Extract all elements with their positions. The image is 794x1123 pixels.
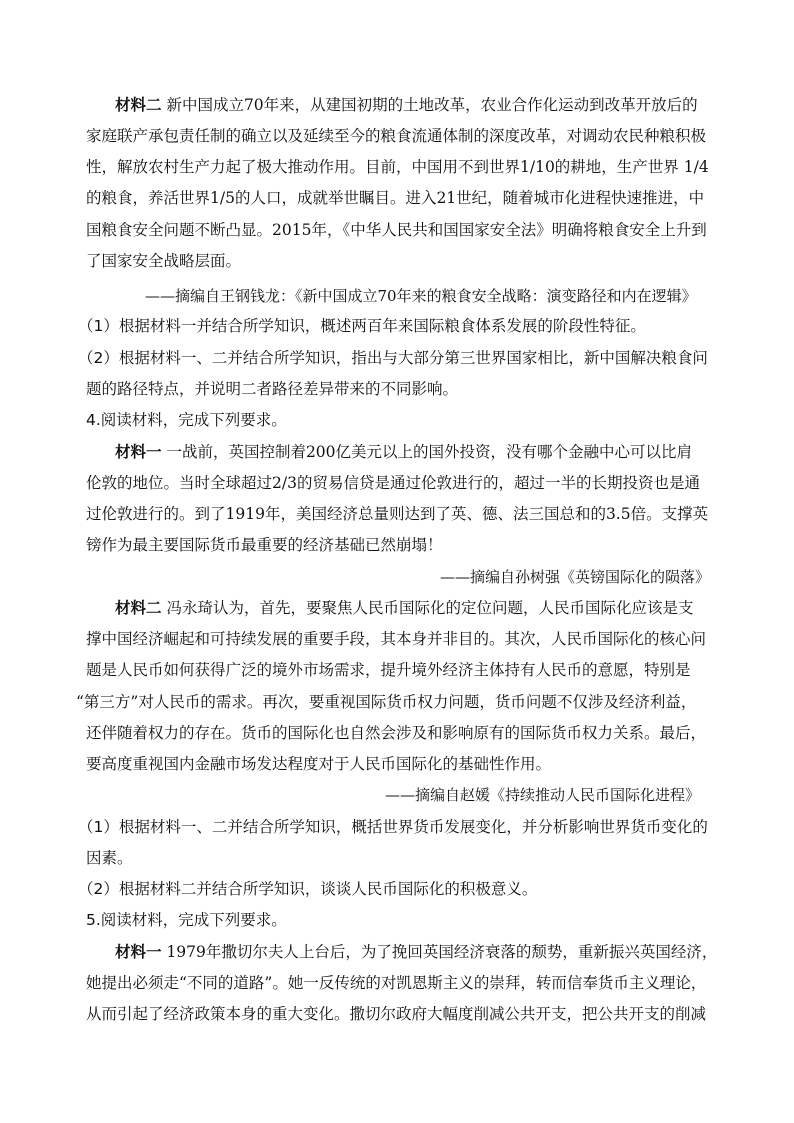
text-line: 过伦敦进行的。到了1919年，美国经济总量则达到了英、德、法三国总和的3.5倍。支撑英	[86, 505, 709, 523]
text-line: 材料一 1979年撒切尔夫人上台后，为了挽回英国经济衰落的颓势，重新振兴英国经济，	[115, 942, 718, 961]
question-item: （2）根据材料二并结合所学知识，谈谈人民币国际化的积极意义。	[78, 880, 538, 898]
text-line: 伦敦的地位。当时全球超过2/3的贸易信贷是通过伦敦进行的，超过一半的长期投资也是通	[86, 474, 700, 492]
text-line: 题是人民币如何获得广泛的境外市场需求，提升境外经济主体持有人民币的意愿，特别是	[86, 661, 691, 679]
question-item: （1）根据材料一、二并结合所学知识，概括世界货币发展变化，并分析影响世界货币变化的	[78, 818, 708, 836]
source-citation: ——摘编自孙树强《英镑国际化的陨落》	[440, 568, 711, 586]
text-line: 国粮食安全问题不断凸显。2015年，《中华人民共和国国家安全法》明确将粮食安全上升到	[86, 221, 707, 239]
text-line: 了国家安全战略层面。	[86, 252, 242, 270]
source-citation: ——摘编自王钢钱龙：《新中国成立70年来的粮食安全战略：演变路径和内在逻辑》	[145, 287, 697, 305]
section-heading: 5.阅读材料，完成下列要求。	[86, 911, 287, 929]
text-line: 家庭联产承包责任制的确立以及延续至今的粮食流通体制的深度改革，对调动农民种粮积极	[86, 127, 707, 145]
question-item: （1）根据材料一并结合所学知识，概述两百年来国际粮食体系发展的阶段性特征。	[78, 317, 646, 335]
text-line: “第三方”对人民币的需求。再次，要重视国际货币权力问题，货币问题不仅涉及经济利益，	[76, 693, 697, 711]
text-line: 材料二 冯永琦认为，首先，要聚焦人民币国际化的定位问题，人民币国际化应该是支	[115, 598, 694, 617]
text-line: 从而引起了经济政策本身的重大变化。撒切尔政府大幅度削减公共开支，把公共开支的削减	[86, 1005, 707, 1023]
text-line: 性，解放农村生产力起了极大推动作用。目前，中国用不到世界1/10的耕地，生产世界 1/4	[86, 158, 709, 176]
source-citation: ——摘编自赵媛《持续推动人民币国际化进程》	[385, 786, 701, 804]
question-item: 因素。	[86, 849, 133, 867]
text-line: 要高度重视国内金融市场发达程度对于人民币国际化的基础性作用。	[86, 755, 552, 773]
section-heading: 4.阅读材料，完成下列要求。	[86, 411, 287, 429]
text-line: 材料一 一战前，英国控制着200亿美元以上的国外投资，没有哪个金融中心可以比肩	[115, 442, 693, 461]
text-line: 撑中国经济崛起和可持续发展的重要手段，其本身并非目的。其次，人民币国际化的核心问	[86, 630, 707, 648]
material-label: 材料一	[115, 942, 162, 961]
text-line: 还伴随着权力的存在。货币的国际化也自然会涉及和影响原有的国际货币权力关系。最后，	[86, 724, 707, 742]
material-label: 材料二	[115, 598, 162, 617]
question-item: （2）根据材料一、二并结合所学知识，指出与大部分第三世界国家相比，新中国解决粮食问	[78, 349, 708, 367]
text-line: 的粮食，养活世界1/5的人口，成就举世瞩目。进入21世纪，随着城市化进程快速推进，中	[86, 189, 705, 207]
text-line: 材料二 新中国成立70年来，从建国初期的土地改革，农业合作化运动到改革开放后的	[115, 95, 698, 114]
text-line: 镑作为最主要国际货币最重要的经济基础已然崩塌！	[86, 536, 443, 554]
material-label: 材料二	[115, 95, 162, 114]
material-label: 材料一	[115, 442, 162, 461]
question-item: 题的路径特点，并说明二者路径差异带来的不同影响。	[86, 380, 459, 398]
text-line: 她提出必须走“不同的道路”。她一反传统的对凯恩斯主义的崇拜，转而信奉货币主义理论，	[86, 974, 707, 992]
